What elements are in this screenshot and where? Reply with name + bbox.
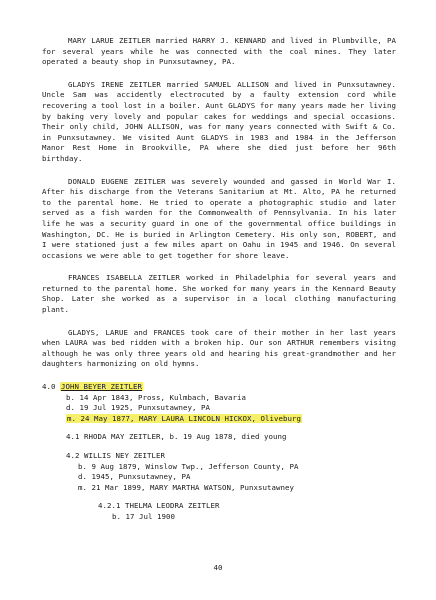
- page-number: 40: [213, 563, 223, 572]
- entry-4-2-married: m. 21 Mar 1899, MARY MARTHA WATSON, Punxsutawney: [78, 482, 294, 492]
- entry-4-0-married: [66, 414, 396, 425]
- entry-4-2-1-born: b. 17 Jul 1900: [112, 511, 175, 521]
- entry-4-2-heading: 4.2 WILLIS NEY ZEITLER: [66, 451, 165, 460]
- entry-4-0-married-text: m. 24 May 1877, MARY LAURA LINCOLN HICKOX, Oliveburg: [67, 413, 301, 423]
- entry-4-0-died: d. 19 Jul 1925, Punxsutawney, PA: [66, 403, 210, 413]
- paragraph-mother-care: GLADYS, LARUE and FRANCES took care of their mother in her last years when LAURA was bed ridden with a broken hip. Our son ARTHUR remembers visitng although he was only three years old and hearing his great-grandmother and her daughters harmonizing on old hymns.: [42, 327, 396, 369]
- genealogy-list: [42, 382, 396, 523]
- entry-4-2-born: b. 9 Aug 1879, Winslow Twp., Jefferson County, PA: [78, 461, 299, 471]
- spacer: [42, 493, 396, 501]
- entry-4-2-died: d. 1945, Punxsutawney, PA: [78, 472, 191, 482]
- paragraph-donald-eugene: DONALD EUGENE ZEITLER was severely wounded and gassed in World War I. After his discharge from the Veterans Sanitarium at Mt. Alto, PA he returned to the parental home. He tried to operate a photographic studio and later served as a fish warden for the Commonwealth of Pennsylvania. In his later life he was a security guard in one of the governmental office buildings in Washington, DC. He is buried in Arlington Cemetery. His only son, ROBERT, and I were stationed just a few miles apart on Oahu in 1945 and 1946. On several occasions we were able to get together for shore leave.: [42, 176, 396, 260]
- entry-4-0-number: 4.0: [42, 382, 56, 392]
- entry-4-2-1-heading: 4.2.1 THELMA LEODRA ZEITLER: [98, 501, 220, 511]
- entry-4-0-name: JOHN BEYER ZEITLER: [61, 382, 142, 392]
- paragraph-frances-isabella: FRANCES ISABELLA ZEITLER worked in Philadelphia for several years and returned to the parental home. She worked for many years in the Kennard Beauty Shop. Later she worked as a supervisor in a local clothing manufacturing plant.: [42, 273, 396, 315]
- entry-4-0-heading: [42, 382, 396, 393]
- spacer: [42, 443, 396, 451]
- paragraph-gladys-irene: GLADYS IRENE ZEITLER married SAMUEL ALLISON and lived in Punxsutawney. Uncle Sam was accidently electrocuted by a faulty extension cord while recovering a tool lost in a boiler. Aunt GLADYS for many years made her living by baking very lovely and popular cakes for weddings and special occasions. Their only child, JOHN ALLISON, was for many years connected with Swift & Co. in Punxsutawney. We visited Aunt GLADYS in 1983 and 1984 in the Jefferson Manor Rest Home in Brookville, PA where she died just before her 96th birthday.: [42, 79, 396, 163]
- spacer: [42, 424, 396, 432]
- entry-4-1: 4.1 RHODA MAY ZEITLER, b. 19 Aug 1878, died young: [66, 432, 287, 442]
- paragraph-mary-larue: MARY LARUE ZEITLER married HARRY J. KENNARD and lived in Plumbville, PA for several years while he was connected with the coal mines. They later operated a beauty shop in Punxsutawney, PA.: [42, 36, 396, 67]
- entry-4-0-born: b. 14 Apr 1843, Pross, Kulmbach, Bavaria: [66, 392, 246, 402]
